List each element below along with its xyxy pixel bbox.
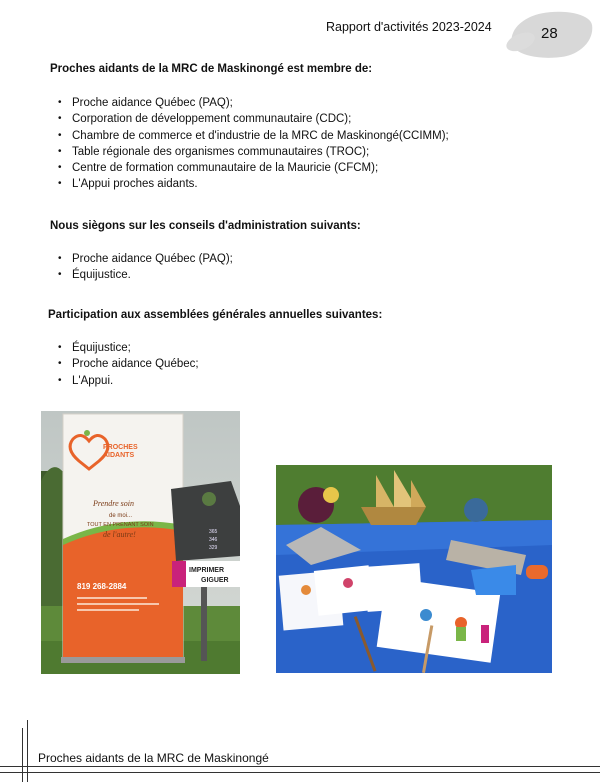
banner-org-line1: PROCHES [103, 444, 138, 451]
list-item: • Centre de formation communautaire de la Mauricie (CFCM); [58, 160, 449, 176]
boards-list [58, 251, 233, 284]
sign-line2: 346 [209, 537, 218, 543]
banner-org-line2: AIDANTS [103, 452, 135, 459]
memberships-list [58, 95, 449, 193]
list-item: • Équijustice. [58, 267, 233, 283]
report-title: Rapport d'activités 2023-2024 [326, 20, 492, 34]
banner-phone: 819 268-2884 [77, 582, 127, 591]
list-item: • Équijustice; [58, 340, 199, 356]
page-number: 28 [541, 25, 558, 42]
sign-line1: 365 [209, 529, 218, 535]
photo-banner [41, 411, 240, 674]
section-heading-memberships: Proches aidants de la MRC de Maskinongé est membre de: [50, 63, 373, 75]
list-item: • L'Appui. [58, 373, 199, 389]
list-item: • Proche aidance Québec; [58, 356, 199, 372]
assemblies-list [58, 340, 199, 389]
printer-sign-line2: GIGUER [201, 577, 229, 584]
banner-slogan-line2: de moi... [109, 513, 133, 519]
list-item: • L'Appui proches aidants. [58, 176, 449, 192]
list-item: • Table régionale des organismes communautaires (TROC); [58, 144, 449, 160]
banner-slogan-line4: de l'autre! [103, 530, 136, 539]
section-heading-boards: Nous siègons sur les conseils d'administration suivants: [50, 220, 361, 232]
printer-sign-line1: IMPRIMER [189, 567, 224, 574]
banner-slogan-line1: Prendre soin [93, 499, 134, 508]
photo-table-display [276, 465, 552, 673]
footer-decor-line [22, 728, 23, 782]
sign-line3: 329 [209, 545, 218, 551]
footer-rule [0, 766, 600, 767]
footer-rule [0, 772, 600, 773]
list-item: • Proche aidance Québec (PAQ); [58, 95, 449, 111]
footer-text: Proches aidants de la MRC de Maskinongé [38, 751, 269, 765]
list-item: • Corporation de développement communautaire (CDC); [58, 111, 449, 127]
banner-slogan-line3: TOUT EN PRENANT SOIN [87, 522, 154, 528]
list-item: • Proche aidance Québec (PAQ); [58, 251, 233, 267]
section-heading-assemblies: Participation aux assemblées générales annuelles suivantes: [48, 309, 383, 321]
list-item: • Chambre de commerce et d'industrie de la MRC de Maskinongé(CCIMM); [58, 128, 449, 144]
